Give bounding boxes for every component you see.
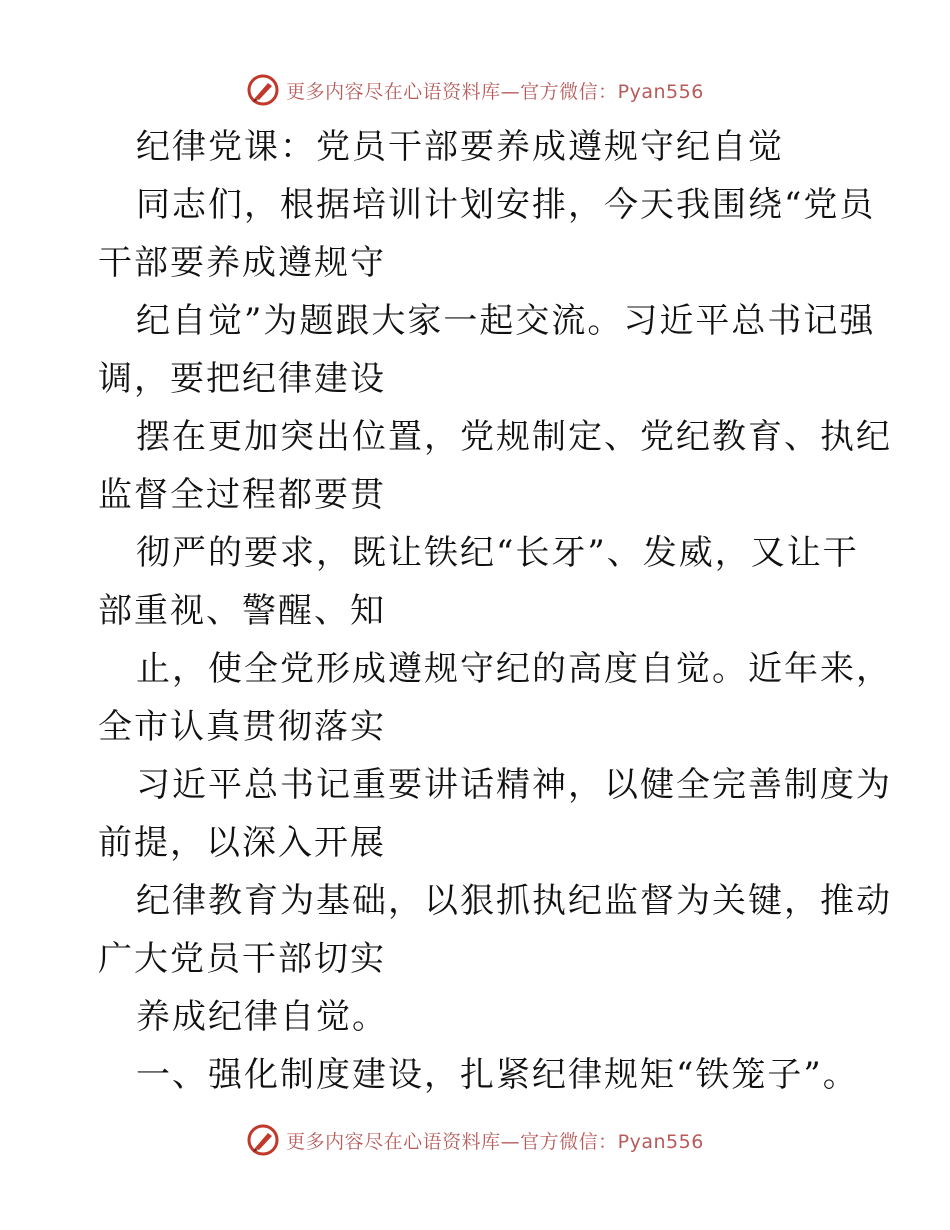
text-line: 养成纪律自觉。 bbox=[136, 997, 388, 1037]
text-line: 一、强化制度建设，扎紧纪律规矩“铁笼子”。 bbox=[136, 1055, 859, 1095]
header-banner-text: 更多内容尽在心语资料库—官方微信：Pyan556 bbox=[286, 80, 704, 103]
text-line: 同志们，根据培训计划安排，今天我围绕“党员 bbox=[136, 185, 876, 225]
text-line: 止，使全党形成遵规守纪的高度自觉。近年来， bbox=[136, 649, 892, 689]
text-line: 摆在更加突出位置，党规制定、党纪教育、执纪 bbox=[136, 417, 892, 457]
footer-banner bbox=[0, 1120, 950, 1160]
header-banner bbox=[0, 70, 950, 110]
document-title: 纪律党课：党员干部要养成遵规守纪自觉 bbox=[136, 127, 784, 167]
text-line: 部重视、警醒、知 bbox=[98, 591, 386, 631]
text-line: 全市认真贯彻落实 bbox=[98, 707, 386, 747]
text-line: 彻严的要求，既让铁纪“长牙”、发威，又让干 bbox=[136, 533, 859, 573]
pen-logo-icon bbox=[246, 1123, 280, 1157]
text-line: 前提，以深入开展 bbox=[98, 823, 386, 863]
document-body bbox=[98, 118, 892, 1104]
text-line: 广大党员干部切实 bbox=[98, 939, 386, 979]
footer-banner-text: 更多内容尽在心语资料库—官方微信：Pyan556 bbox=[286, 1130, 704, 1153]
text-line: 纪自觉”为题跟大家一起交流。习近平总书记强 bbox=[136, 301, 876, 341]
text-line: 习近平总书记重要讲话精神，以健全完善制度为 bbox=[136, 765, 892, 805]
text-line: 纪律教育为基础，以狠抓执纪监督为关键，推动 bbox=[136, 881, 892, 921]
text-line: 干部要养成遵规守 bbox=[98, 243, 386, 283]
text-line: 调，要把纪律建设 bbox=[98, 359, 386, 399]
pen-logo-icon bbox=[246, 73, 280, 107]
text-line: 监督全过程都要贯 bbox=[98, 475, 386, 515]
